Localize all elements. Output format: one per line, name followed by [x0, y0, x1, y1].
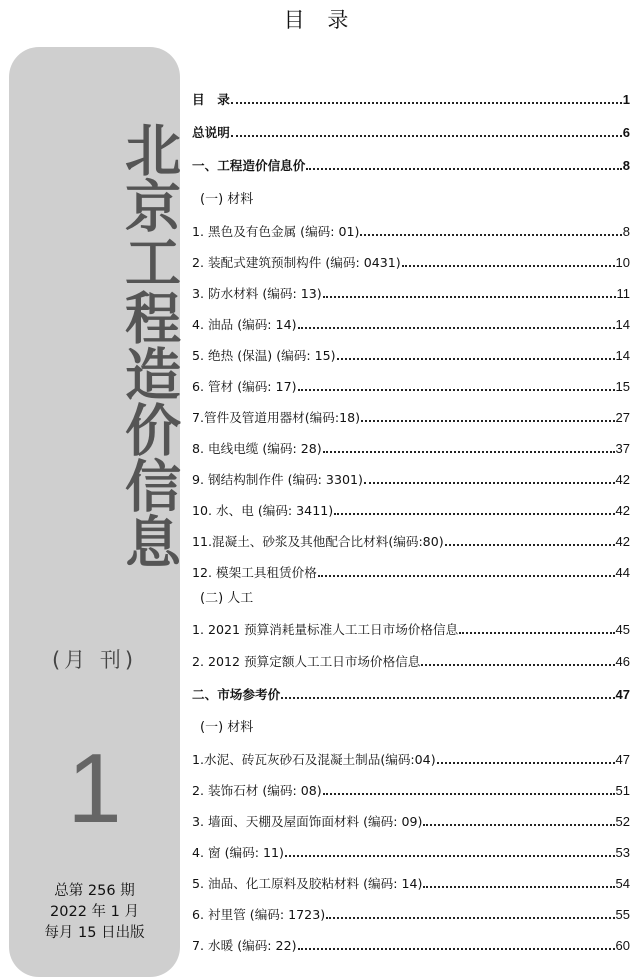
toc-entry-title: 11.混凝土、砂浆及其他配合比材料(编码:80) — [192, 534, 444, 549]
toc-entry-page: 47 — [615, 687, 630, 702]
toc-entry-page: 42 — [615, 503, 630, 518]
toc-entry[interactable] — [192, 373, 630, 395]
leader-dots — [281, 697, 614, 699]
toc-entry-title: 总说明 — [192, 125, 230, 140]
toc-entry-title: 1. 黑色及有色金属 (编码: 01) — [192, 224, 360, 239]
leader-dots — [423, 886, 614, 888]
leader-dots — [323, 793, 615, 795]
leader-dots — [231, 135, 622, 137]
toc-entry-title: 4. 窗 (编码: 11) — [192, 845, 284, 860]
magazine-title: 北京工程造价信息 — [116, 121, 182, 569]
toc-entry-title: 4. 油品 (编码: 14) — [192, 317, 297, 332]
issue-meta — [9, 881, 180, 944]
toc-entry-title: 5. 绝热 (保温) (编码: 15) — [192, 348, 336, 363]
toc-entry[interactable] — [192, 311, 630, 333]
toc-entry[interactable] — [192, 839, 630, 861]
leader-dots — [364, 482, 615, 484]
toc-entry-title: 3. 墙面、天棚及屋面饰面材料 (编码: 09) — [192, 814, 423, 829]
issue-schedule: 每月 15 日出版 — [44, 925, 145, 941]
toc-entry-title: 7. 水暖 (编码: 22) — [192, 938, 297, 953]
issue-total: 总第 256 期 — [54, 883, 135, 899]
toc-entry[interactable] — [192, 746, 630, 768]
toc-entry-title: 1.水泥、砖瓦灰砂石及混凝土制品(编码:04) — [192, 752, 436, 767]
toc-entry-page: 53 — [615, 845, 630, 860]
toc-entry[interactable] — [192, 559, 630, 581]
toc-entry-page: 8 — [622, 224, 630, 239]
toc-entry-page: 14 — [615, 348, 630, 363]
toc-entry-page: 60 — [615, 938, 630, 953]
toc-entry[interactable] — [192, 152, 630, 174]
leader-dots — [298, 327, 615, 329]
toc-entry-page: 46 — [615, 654, 630, 669]
leader-dots — [459, 632, 614, 634]
toc-entry-page: 45 — [615, 622, 630, 637]
leader-dots — [318, 575, 615, 577]
toc-entry[interactable] — [192, 932, 630, 954]
issue-date: 2022 年 1 月 — [50, 904, 139, 920]
toc-entry-title: 3. 防水材料 (编码: 13) — [192, 286, 322, 301]
toc-entry[interactable] — [192, 616, 630, 638]
toc-entry-title: 1. 2021 预算消耗量标准人工工日市场价格信息 — [192, 622, 459, 637]
toc-entry-title: 7.管件及管道用器材(编码:18) — [192, 410, 361, 425]
toc-entry-page: 37 — [615, 441, 630, 456]
toc-entry-page: 1 — [622, 92, 630, 107]
toc-entry-page: 47 — [615, 752, 630, 767]
leader-dots — [445, 544, 615, 546]
leader-dots — [298, 389, 615, 391]
toc-entry-page: 15 — [615, 379, 630, 394]
toc-entry[interactable] — [192, 435, 630, 457]
leader-dots — [306, 168, 621, 170]
toc-entry-title: 2. 装饰石材 (编码: 08) — [192, 783, 322, 798]
toc-entry[interactable] — [192, 648, 630, 670]
leader-dots — [323, 451, 615, 453]
toc-entry-page: 51 — [615, 783, 630, 798]
toc-entry[interactable] — [192, 119, 630, 141]
toc-entry-title: 一、工程造价信息价 — [192, 158, 306, 173]
toc-entry-page: 54 — [615, 876, 630, 891]
section-heading: (一) 材料 — [200, 720, 254, 735]
toc-entry[interactable] — [192, 901, 630, 923]
toc-entry-title: 2. 2012 预算定额人工工日市场价格信息 — [192, 654, 421, 669]
leader-dots — [402, 265, 615, 267]
toc-entry[interactable] — [192, 777, 630, 799]
leader-dots — [323, 296, 616, 298]
toc-entry[interactable] — [192, 497, 630, 519]
toc-entry-page: 6 — [622, 125, 630, 140]
leader-dots — [437, 762, 615, 764]
toc-entry-page: 42 — [615, 472, 630, 487]
toc-entry[interactable] — [192, 280, 630, 302]
toc-entry[interactable] — [192, 249, 630, 271]
toc-entry-title: 6. 管材 (编码: 17) — [192, 379, 297, 394]
toc-entry-title: 5. 油品、化工原料及胶粘材料 (编码: 14) — [192, 876, 423, 891]
cover-sidebar — [9, 47, 180, 977]
leader-dots — [298, 948, 615, 950]
toc-entry-title: 6. 衬里管 (编码: 1723) — [192, 907, 326, 922]
leader-dots — [326, 917, 614, 919]
toc-entry[interactable] — [192, 218, 630, 240]
toc-entry[interactable] — [192, 466, 630, 488]
toc-entry-title: 10. 水、电 (编码: 3411) — [192, 503, 334, 518]
toc-entry[interactable] — [192, 528, 630, 550]
leader-dots — [421, 664, 614, 666]
leader-dots — [285, 855, 615, 857]
toc-entry-page: 52 — [615, 814, 630, 829]
toc-entry-title: 目 录 — [192, 92, 230, 107]
toc-entry-page: 14 — [615, 317, 630, 332]
leader-dots — [361, 420, 614, 422]
page-title: 目 录 — [283, 8, 357, 32]
leader-dots — [360, 234, 621, 236]
toc-entry-page: 27 — [615, 410, 630, 425]
toc-entry-title: 8. 电线电缆 (编码: 28) — [192, 441, 322, 456]
toc-entry-page: 55 — [615, 907, 630, 922]
toc-entry-title: 二、市场参考价 — [192, 687, 281, 702]
toc-entry[interactable] — [192, 404, 630, 426]
toc-entry-page: 44 — [615, 565, 630, 580]
magazine-subtitle: (月 刊) — [51, 648, 138, 672]
toc-entry[interactable] — [192, 681, 630, 703]
toc-entry-page: 11 — [616, 286, 630, 301]
toc-entry[interactable] — [192, 870, 630, 892]
leader-dots — [231, 102, 622, 104]
section-heading: (二) 人工 — [200, 591, 254, 606]
leader-dots — [334, 513, 614, 515]
section-heading: (一) 材料 — [200, 192, 254, 207]
toc-entry[interactable] — [192, 86, 630, 108]
toc-entry-page: 8 — [622, 158, 630, 173]
toc-entry[interactable] — [192, 342, 630, 364]
leader-dots — [337, 358, 615, 360]
toc-entry-title: 12. 模架工具租赁价格 — [192, 565, 317, 580]
toc-entry-title: 9. 钢结构制作件 (编码: 3301) — [192, 472, 363, 487]
leader-dots — [423, 824, 614, 826]
toc-entry[interactable] — [192, 808, 630, 830]
issue-number: 1 — [67, 733, 122, 843]
toc-entry-page: 10 — [615, 255, 630, 270]
toc-entry-title: 2. 装配式建筑预制构件 (编码: 0431) — [192, 255, 401, 270]
toc-entry-page: 42 — [615, 534, 630, 549]
